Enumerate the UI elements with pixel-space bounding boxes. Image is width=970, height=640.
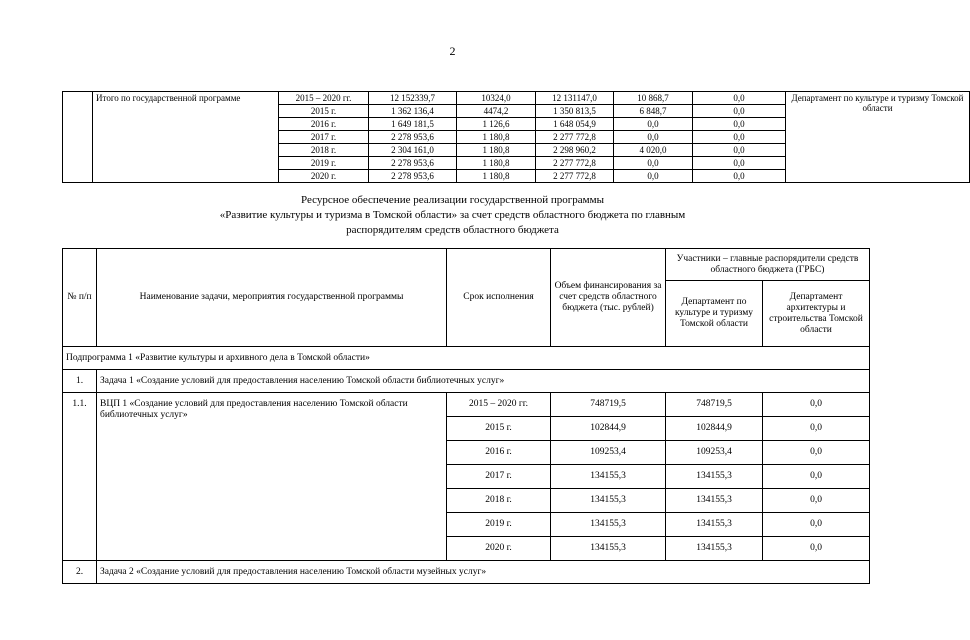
item11-num: 1.1. — [63, 393, 97, 561]
item11-term: 2015 г. — [447, 417, 551, 441]
summary-local: 0,0 — [614, 157, 693, 170]
summary-regional: 1 350 813,5 — [536, 105, 614, 118]
item11-volume: 134155,3 — [551, 489, 666, 513]
summary-period: 2019 г. — [279, 157, 369, 170]
item11-culture: 134155,3 — [666, 465, 763, 489]
summary-regional: 2 277 772,8 — [536, 170, 614, 183]
summary-regional: 1 648 054,9 — [536, 118, 614, 131]
header-dept-culture: Департамент по культуре и туризму Томской области — [666, 281, 763, 347]
summary-period: 2016 г. — [279, 118, 369, 131]
summary-regional: 2 277 772,8 — [536, 157, 614, 170]
summary-local: 4 020,0 — [614, 144, 693, 157]
summary-total: 2 278 953,6 — [369, 157, 457, 170]
task1-num: 1. — [63, 370, 97, 393]
summary-body — [63, 92, 970, 183]
item11-arch: 0,0 — [763, 441, 870, 465]
summary-extra: 0,0 — [693, 144, 786, 157]
header-name: Наименование задачи, мероприятия государственной программы — [97, 249, 447, 347]
item11-culture: 134155,3 — [666, 489, 763, 513]
summary-table — [62, 91, 970, 183]
item11-culture: 134155,3 — [666, 513, 763, 537]
item11-culture: 748719,5 — [666, 393, 763, 417]
summary-total: 1 362 136,4 — [369, 105, 457, 118]
summary-total: 1 649 181,5 — [369, 118, 457, 131]
item11-term: 2016 г. — [447, 441, 551, 465]
summary-local: 0,0 — [614, 118, 693, 131]
item11-term: 2020 г. — [447, 537, 551, 561]
summary-period: 2020 г. — [279, 170, 369, 183]
summary-federal: 1 126,6 — [457, 118, 536, 131]
item11-arch: 0,0 — [763, 489, 870, 513]
header-dept-arch: Департамент архитектуры и строительства Томской области — [763, 281, 870, 347]
summary-local: 6 848,7 — [614, 105, 693, 118]
heading-line-1: Ресурсное обеспечение реализации государственной программы — [301, 194, 604, 206]
summary-federal: 1 180,8 — [457, 157, 536, 170]
summary-period: 2018 г. — [279, 144, 369, 157]
heading-line-2: «Развитие культуры и туризма в Томской области» за счет средств областного бюджета по главным — [219, 209, 686, 221]
subprogram-row: Подпрограмма 1 «Развитие культуры и архивного дела в Томской области» — [63, 347, 870, 370]
summary-total: 2 278 953,6 — [369, 170, 457, 183]
summary-extra: 0,0 — [693, 170, 786, 183]
item11-volume: 134155,3 — [551, 537, 666, 561]
summary-extra: 0,0 — [693, 118, 786, 131]
header-num: № п/п — [63, 249, 97, 347]
summary-blank-cell — [63, 92, 93, 183]
summary-extra: 0,0 — [693, 105, 786, 118]
summary-regional: 2 277 772,8 — [536, 131, 614, 144]
task2-text: Задача 2 «Создание условий для предоставления населению Томской области музейных услуг» — [97, 561, 870, 584]
item11-culture: 102844,9 — [666, 417, 763, 441]
summary-regional: 2 298 960,2 — [536, 144, 614, 157]
summary-federal: 1 180,8 — [457, 131, 536, 144]
heading-line-3: распорядителям средств областного бюджета — [346, 224, 559, 236]
summary-local: 10 868,7 — [614, 92, 693, 105]
summary-row — [63, 92, 970, 105]
summary-regional: 12 131147,0 — [536, 92, 614, 105]
summary-total: 2 304 161,0 — [369, 144, 457, 157]
item11-term: 2019 г. — [447, 513, 551, 537]
header-term: Срок исполнения — [447, 249, 551, 347]
summary-federal: 4474,2 — [457, 105, 536, 118]
item11-row — [63, 393, 870, 417]
item11-term: 2015 – 2020 гг. — [447, 393, 551, 417]
summary-total: 2 278 953,6 — [369, 131, 457, 144]
item11-term: 2017 г. — [447, 465, 551, 489]
summary-federal: 10324,0 — [457, 92, 536, 105]
item11-volume: 109253,4 — [551, 441, 666, 465]
summary-local: 0,0 — [614, 170, 693, 183]
summary-federal: 1 180,8 — [457, 144, 536, 157]
table-heading — [0, 193, 905, 238]
item11-arch: 0,0 — [763, 393, 870, 417]
task2-num: 2. — [63, 561, 97, 584]
summary-extra: 0,0 — [693, 157, 786, 170]
item11-term: 2018 г. — [447, 489, 551, 513]
header-participants: Участники – главные распорядители средств областного бюджета (ГРБС) — [666, 249, 870, 281]
summary-period: 2017 г. — [279, 131, 369, 144]
item11-volume: 748719,5 — [551, 393, 666, 417]
item11-culture: 109253,4 — [666, 441, 763, 465]
item11-body — [63, 393, 870, 561]
summary-extra: 0,0 — [693, 131, 786, 144]
item11-arch: 0,0 — [763, 513, 870, 537]
item11-culture: 134155,3 — [666, 537, 763, 561]
item11-volume: 134155,3 — [551, 465, 666, 489]
item11-arch: 0,0 — [763, 417, 870, 441]
header-volume: Объем финансирования за счет средств областного бюджета (тыс. рублей) — [551, 249, 666, 347]
item11-arch: 0,0 — [763, 537, 870, 561]
summary-total: 12 152339,7 — [369, 92, 457, 105]
summary-label: Итого по государственной программе — [93, 92, 279, 183]
item11-volume: 102844,9 — [551, 417, 666, 441]
summary-federal: 1 180,8 — [457, 170, 536, 183]
page-number: 2 — [449, 44, 456, 58]
summary-department: Департамент по культуре и туризму Томской области — [786, 92, 970, 183]
item11-text: ВЦП 1 «Создание условий для предоставления населению Томской области библиотечных услуг» — [97, 393, 447, 561]
task1-text: Задача 1 «Создание условий для предоставления населению Томской области библиотечных услуг» — [97, 370, 870, 393]
summary-local: 0,0 — [614, 131, 693, 144]
item11-arch: 0,0 — [763, 465, 870, 489]
resource-table — [62, 248, 870, 584]
summary-extra: 0,0 — [693, 92, 786, 105]
summary-period: 2015 – 2020 гг. — [279, 92, 369, 105]
summary-period: 2015 г. — [279, 105, 369, 118]
item11-volume: 134155,3 — [551, 513, 666, 537]
